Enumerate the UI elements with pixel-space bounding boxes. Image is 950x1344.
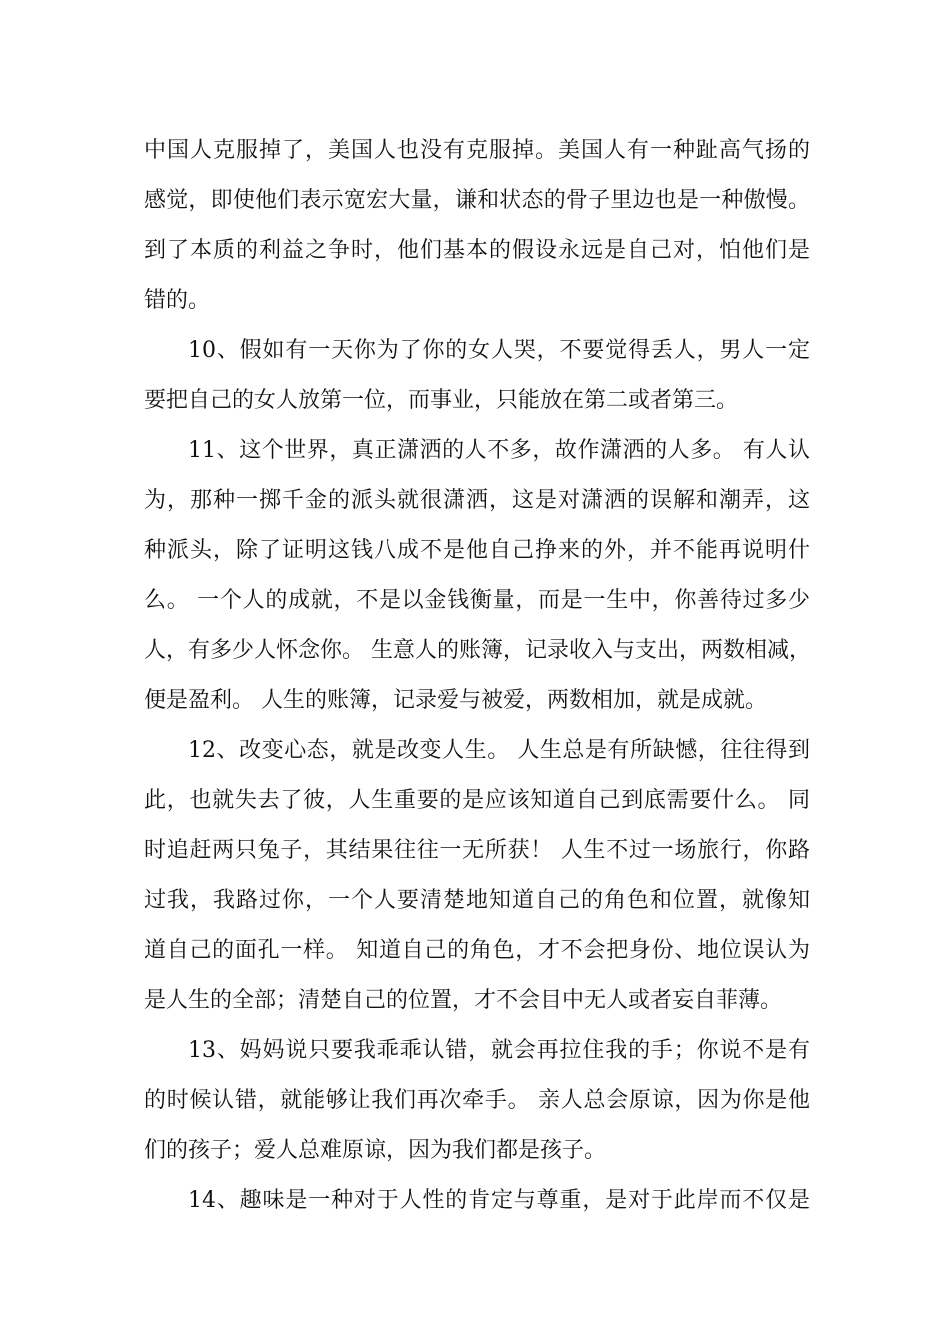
paragraph-14-line: 14、趣味是一种对于人性的肯定与尊重，是对于此岸而不仅是 <box>188 1188 810 1213</box>
text-line: 中国人克服掉了，美国人也没有克服掉。美国人有一种趾高气扬的 <box>144 138 810 163</box>
text-line: 错的。 <box>144 288 211 313</box>
text-line: 人，有多少人怀念你。 生意人的账簿，记录收入与支出，两数相减， <box>144 638 811 663</box>
paragraph-10-line: 10、假如有一天你为了你的女人哭，不要觉得丢人，男人一定 <box>188 338 810 363</box>
text-line: 的时候认错，就能够让我们再次牵手。 亲人总会原谅，因为你是他 <box>144 1088 810 1113</box>
document-body <box>144 126 810 1226</box>
paragraph-13-line: 13、妈妈说只要我乖乖认错，就会再拉住我的手；你说不是有 <box>188 1038 810 1063</box>
text-line: 种派头，除了证明这钱八成不是他自己挣来的外，并不能再说明什 <box>144 538 810 563</box>
text-line: 到了本质的利益之争时，他们基本的假设永远是自己对，怕他们是 <box>144 238 810 263</box>
text-line: 此，也就失去了彼，人生重要的是应该知道自己到底需要什么。 同 <box>144 788 810 813</box>
paragraph-11-line: 11、这个世界，真正潇洒的人不多，故作潇洒的人多。 有人认 <box>188 438 810 463</box>
text-line: 们的孩子；爱人总难原谅，因为我们都是孩子。 <box>144 1138 607 1163</box>
text-line: 便是盈利。 人生的账簿，记录爱与被爱，两数相加，就是成就。 <box>144 688 767 713</box>
text-line: 要把自己的女人放第一位，而事业，只能放在第二或者第三。 <box>144 388 739 413</box>
text-line: 时追赶两只兔子，其结果往往一无所获！ 人生不过一场旅行，你路 <box>144 838 810 863</box>
text-line: 感觉，即使他们表示宽宏大量，谦和状态的骨子里边也是一种傲慢。 <box>144 188 810 213</box>
text-line: 么。 一个人的成就，不是以金钱衡量，而是一生中，你善待过多少 <box>144 588 810 613</box>
paragraph-12-line: 12、改变心态，就是改变人生。 人生总是有所缺憾，往往得到 <box>188 738 810 763</box>
text-line: 是人生的全部；清楚自己的位置，才不会目中无人或者妄自菲薄。 <box>144 988 783 1013</box>
text-line: 过我，我路过你，一个人要清楚地知道自己的角色和位置，就像知 <box>144 888 810 913</box>
text-line: 为，那种一掷千金的派头就很潇洒，这是对潇洒的误解和潮弄，这 <box>144 488 810 513</box>
text-line: 道自己的面孔一样。 知道自己的角色，才不会把身份、地位误认为 <box>144 938 810 963</box>
